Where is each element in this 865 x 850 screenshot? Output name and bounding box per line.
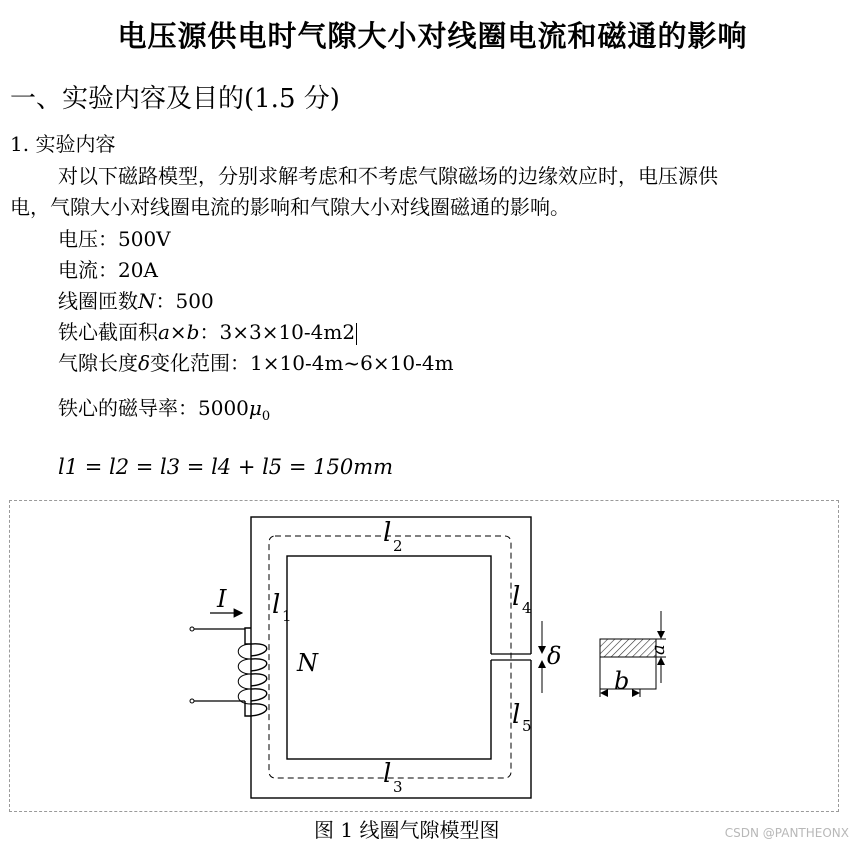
page-title: 电压源供电时气隙大小对线圈电流和磁通的影响 [117, 19, 748, 53]
core-outer [251, 517, 531, 798]
l4-label: l [512, 582, 521, 612]
l1-subscript: 1 [282, 607, 292, 625]
mu-symbol: μ [248, 396, 262, 420]
l4-subscript: 4 [522, 599, 532, 617]
turns-label: N [297, 649, 318, 677]
a-label: a [648, 644, 669, 655]
area-label: 铁心截面积 [58, 320, 158, 344]
gap-label: 气隙长度 [58, 351, 138, 375]
param-current: 电流：20A [58, 258, 158, 282]
l3-label: l [383, 759, 392, 789]
gap-value: 变化范围：1×10-4m~6×10-4m [150, 351, 454, 375]
turns-label: 线圈匝数 [58, 289, 138, 313]
area-symbol: a×b [158, 320, 200, 344]
param-voltage: 电压：500V [58, 227, 171, 251]
l2-subscript: 2 [393, 537, 403, 555]
l1-label: l [272, 590, 281, 620]
gap-label: δ [547, 642, 562, 670]
figure-caption: 图 1 线圈气隙模型图 [314, 818, 500, 842]
section-heading: 一、实验内容及目的(1.5 分) [10, 84, 340, 114]
turns-symbol: N [138, 289, 156, 313]
param-gap [58, 347, 454, 376]
watermark: CSDN @PANTHEONX [724, 826, 849, 840]
length-equation: l1 = l2 = l3 = l4 + l5 = 150mm [58, 455, 394, 479]
b-label: b [614, 667, 630, 695]
l5-subscript: 5 [522, 717, 532, 735]
param-permeability [58, 392, 270, 424]
mu-subscript: 0 [261, 409, 271, 424]
figure-frame [9, 500, 839, 812]
magnetic-circuit-diagram [10, 501, 838, 811]
l2-label: l [383, 518, 392, 548]
turns-value: ：500 [155, 289, 214, 313]
area-value: ：3×3×10-4m2 [199, 320, 356, 344]
param-area [58, 316, 357, 345]
text-cursor [356, 323, 357, 345]
l3-subscript: 3 [393, 778, 403, 796]
param-turns [58, 285, 214, 314]
subsection-heading: 1. 实验内容 [10, 132, 116, 156]
gap-symbol: δ [138, 351, 151, 375]
mu-label: 铁心的磁导率：5000 [58, 396, 249, 420]
l5-label: l [512, 700, 521, 730]
coil [238, 628, 267, 716]
paragraph-line-1: 对以下磁路模型，分别求解考虑和不考虑气隙磁场的边缘效应时，电压源供 [58, 164, 718, 188]
current-label: I [217, 585, 227, 613]
paragraph-line-2: 电，气隙大小对线圈电流的影响和气隙大小对线圈磁通的影响。 [10, 195, 570, 219]
